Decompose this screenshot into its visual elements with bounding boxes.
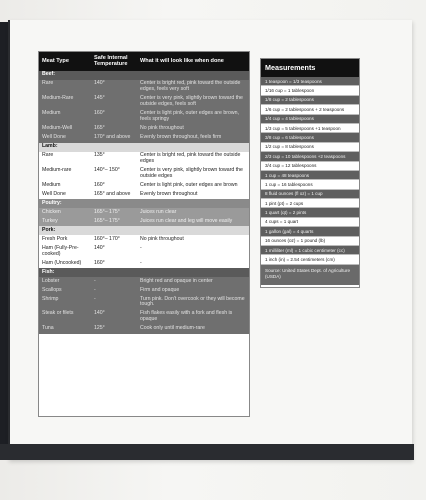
description-cell: Firm and opaque xyxy=(137,286,249,295)
measurement-row: 1/6 cup = 2 tablespoons + 2 teaspoons xyxy=(261,105,359,114)
category-row xyxy=(39,199,249,208)
measurement-row: 3/4 cup = 12 tablespoons xyxy=(261,162,359,171)
description-cell: No pink throughout xyxy=(137,125,249,134)
measurement-row: 4 cups = 1 quart xyxy=(261,218,359,227)
description-cell: Center is bright red, pink toward the outside edges, feels very soft xyxy=(137,80,249,95)
temperature-cell: 170° and above xyxy=(91,134,137,143)
table-row xyxy=(39,190,249,199)
table-row xyxy=(39,152,249,167)
measurement-row: 1/3 cup = 5 tablespoons +1 teaspoon xyxy=(261,124,359,133)
measurement-row: 1 inch (in) = 2.54 centimeters (cm) xyxy=(261,255,359,264)
description-cell: Fish flakes easily with a fork and flesh is opaque xyxy=(137,310,249,325)
meat-table-header xyxy=(39,52,249,71)
table-row xyxy=(39,208,249,217)
category-row xyxy=(39,143,249,152)
meat-type-cell: Medium-Rare xyxy=(39,95,91,110)
header-safe-temp: Safe Internal Temperature xyxy=(91,52,137,71)
measurement-row: 1 milliliter (ml) = 1 cubic centimeter (cc) xyxy=(261,246,359,255)
measurements-title: Measurements xyxy=(261,59,359,77)
description-cell: No pink throughout xyxy=(137,235,249,244)
temperature-cell: 160° xyxy=(91,181,137,190)
meat-table-body xyxy=(39,71,249,334)
description-cell: Center is very pink, slightly brown toward the outside edges xyxy=(137,166,249,181)
description-cell: Juices run clear xyxy=(137,208,249,217)
meat-type-cell: Well Done xyxy=(39,190,91,199)
category-label: Beef: xyxy=(39,71,249,80)
meat-type-cell: Medium-rare xyxy=(39,166,91,181)
table-row xyxy=(39,217,249,226)
temperature-cell: 160° xyxy=(91,110,137,125)
measurements-source: Source: United States Dept. of Agriculture (USDA) xyxy=(261,265,359,285)
category-row xyxy=(39,268,249,277)
meat-type-cell: Turkey xyxy=(39,217,91,226)
category-label: Fish: xyxy=(39,268,249,277)
temperature-cell: 140° xyxy=(91,80,137,95)
header-when-done: What it will look like when done xyxy=(137,52,249,71)
description-cell: Evenly brown throughout, feels firm xyxy=(137,134,249,143)
temperature-cell: 165° and above xyxy=(91,190,137,199)
description-cell: Evenly brown throughout xyxy=(137,190,249,199)
temperature-cell: 165°– 175° xyxy=(91,217,137,226)
meat-type-cell: Ham (Fully-Pre-cooked) xyxy=(39,244,91,259)
meat-type-cell: Medium xyxy=(39,181,91,190)
temperature-cell: - xyxy=(91,277,137,286)
category-label: Poultry: xyxy=(39,199,249,208)
category-label: Pork: xyxy=(39,226,249,235)
table-row xyxy=(39,80,249,95)
temperature-cell: 145° xyxy=(91,95,137,110)
description-cell: Juices run clear and leg will move easily xyxy=(137,217,249,226)
meat-type-cell: Lobster xyxy=(39,277,91,286)
meat-type-cell: Steak or filets xyxy=(39,310,91,325)
description-cell: - xyxy=(137,259,249,268)
meat-type-cell: Chicken xyxy=(39,208,91,217)
category-row xyxy=(39,71,249,80)
description-cell: - xyxy=(137,244,249,259)
table-row xyxy=(39,110,249,125)
table-row xyxy=(39,125,249,134)
temperature-cell: - xyxy=(91,286,137,295)
table-row xyxy=(39,325,249,334)
description-cell: Center is very pink, slightly brown toward the outside edges, feels soft xyxy=(137,95,249,110)
table-row xyxy=(39,295,249,310)
binder-bottom-edge xyxy=(0,444,414,460)
table-row xyxy=(39,310,249,325)
meat-type-cell: Fresh Pork xyxy=(39,235,91,244)
table-row xyxy=(39,277,249,286)
measurement-row: 1/2 cup = 8 tablespoons xyxy=(261,143,359,152)
meat-temperature-chart xyxy=(38,51,250,417)
meat-type-cell: Rare xyxy=(39,152,91,167)
meat-type-cell: Medium xyxy=(39,110,91,125)
measurement-row: 1 quart (qt) = 2 pints xyxy=(261,208,359,217)
temperature-cell: 140° xyxy=(91,244,137,259)
measurements-list xyxy=(261,77,359,265)
table-row xyxy=(39,259,249,268)
description-cell: Center is light pink, outer edges are brown xyxy=(137,181,249,190)
temperature-cell: 135° xyxy=(91,152,137,167)
meat-type-cell: Ham (Uncooked) xyxy=(39,259,91,268)
meat-type-cell: Scallops xyxy=(39,286,91,295)
measurement-row: 1/4 cup = 4 tablespoons xyxy=(261,115,359,124)
measurement-row: 1 cup = 48 teaspoons xyxy=(261,171,359,180)
table-row xyxy=(39,235,249,244)
measurement-row: 16 ounces (oz) = 1 pound (lb) xyxy=(261,237,359,246)
temperature-cell: - xyxy=(91,295,137,310)
temperature-cell: 125° xyxy=(91,325,137,334)
temperature-cell: 140°– 150° xyxy=(91,166,137,181)
measurement-row: 1 teaspoon = 1/3 teaspoons xyxy=(261,77,359,86)
table-row xyxy=(39,134,249,143)
category-row xyxy=(39,226,249,235)
meat-type-cell: Well Done xyxy=(39,134,91,143)
binder-spine xyxy=(0,22,8,452)
meat-type-cell: Tuna xyxy=(39,325,91,334)
measurement-row: 1 cup = 16 tablespoons xyxy=(261,180,359,189)
measurement-row: 2/3 cup = 10 tablespoons +2 teaspoons xyxy=(261,152,359,161)
table-row xyxy=(39,244,249,259)
measurements-chart xyxy=(260,58,360,288)
measurement-row: 1/16 cup = 1 tablespoon xyxy=(261,86,359,95)
meat-type-cell: Shrimp xyxy=(39,295,91,310)
description-cell: Center is light pink, outer edges are brown, feels springy xyxy=(137,110,249,125)
measurement-row: 8 fluid ounces (fl oz) = 1 cup xyxy=(261,190,359,199)
description-cell: Turn pink. Don't overcook or they will become tough. xyxy=(137,295,249,310)
header-meat-type: Meat Type xyxy=(39,52,91,71)
table-row xyxy=(39,286,249,295)
description-cell: Center is bright red, pink toward the outside edges xyxy=(137,152,249,167)
temperature-cell: 165° xyxy=(91,125,137,134)
meat-type-cell: Medium-Well xyxy=(39,125,91,134)
measurement-row: 1 gallon (gal) = 4 quarts xyxy=(261,227,359,236)
description-cell: Cook only until medium-rare xyxy=(137,325,249,334)
temperature-cell: 160°– 170° xyxy=(91,235,137,244)
table-row xyxy=(39,95,249,110)
temperature-cell: 160° xyxy=(91,259,137,268)
table-row xyxy=(39,181,249,190)
temperature-cell: 165°– 175° xyxy=(91,208,137,217)
meat-type-cell: Rare xyxy=(39,80,91,95)
meat-table xyxy=(39,52,249,334)
description-cell: Bright red and opaque in center xyxy=(137,277,249,286)
category-label: Lamb: xyxy=(39,143,249,152)
temperature-cell: 140° xyxy=(91,310,137,325)
measurement-row: 1 pint (pt) = 2 cups xyxy=(261,199,359,208)
table-row xyxy=(39,166,249,181)
measurement-row: 1/8 cup = 2 tablespoons xyxy=(261,96,359,105)
measurement-row: 3/8 cup = 6 tablespoons xyxy=(261,133,359,142)
